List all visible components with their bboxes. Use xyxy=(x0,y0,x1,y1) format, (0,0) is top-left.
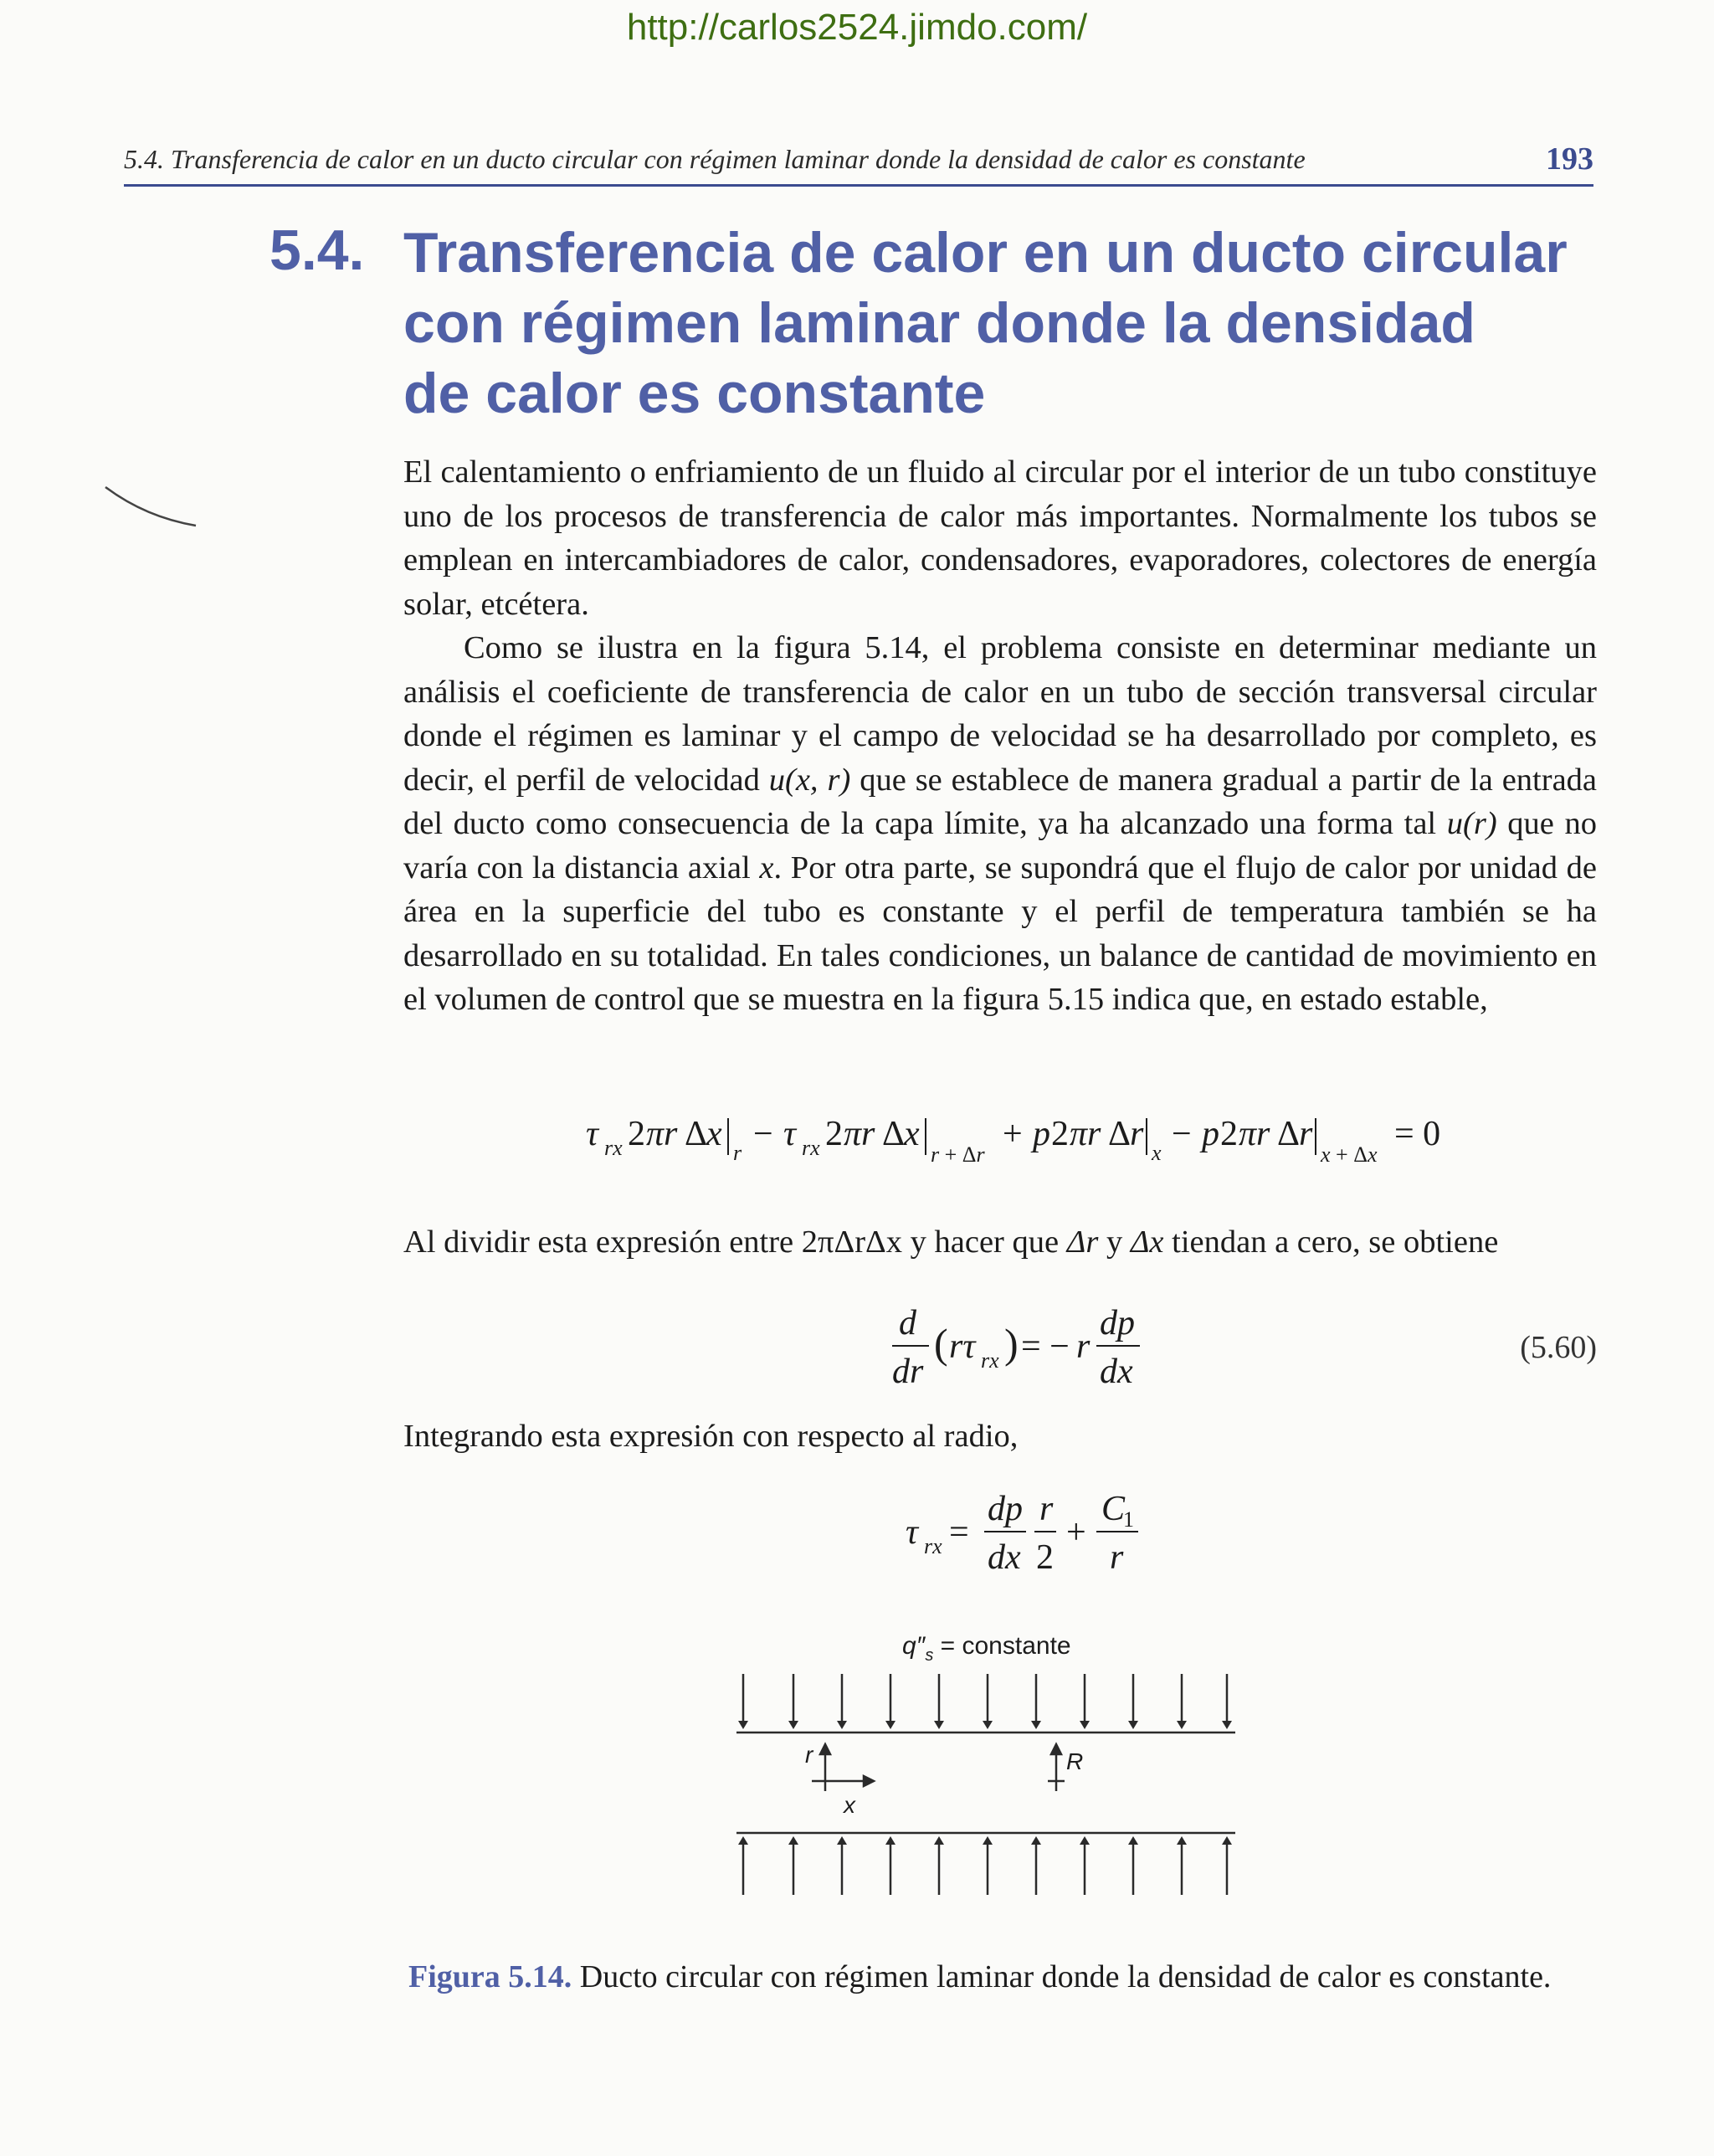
equation-number: (5.60) xyxy=(1520,1330,1597,1365)
svg-text:dx: dx xyxy=(988,1538,1021,1577)
svg-text:+: + xyxy=(1003,1115,1023,1153)
heat-flux-label: $q''_s$ = constante xyxy=(902,1632,1071,1665)
figure-circular-duct xyxy=(728,1632,1264,1954)
svg-text:rx: rx xyxy=(981,1348,999,1373)
svg-text:d: d xyxy=(899,1304,916,1342)
svg-text:r: r xyxy=(1039,1490,1054,1528)
source-url[interactable]: http://carlos2524.jimdo.com/ xyxy=(626,7,1088,48)
figure-caption xyxy=(408,1958,1647,1995)
svg-text:Δ: Δ xyxy=(882,1115,906,1153)
equation-5-60 xyxy=(887,1302,1155,1407)
axial-var: x xyxy=(759,850,774,886)
svg-text:τ: τ xyxy=(783,1115,797,1153)
page-number: 193 xyxy=(1546,141,1593,177)
svg-text:rx: rx xyxy=(924,1534,942,1558)
svg-text:p: p xyxy=(1033,1115,1050,1153)
svg-text:r: r xyxy=(1299,1115,1313,1153)
svg-text:−: − xyxy=(1172,1115,1192,1153)
svg-text:p: p xyxy=(1202,1115,1219,1153)
caption-label: Figura 5.14. xyxy=(408,1959,572,1994)
svg-text:= −: = − xyxy=(1021,1327,1070,1366)
equation-momentum-balance xyxy=(586,1103,1473,1191)
svg-text:rτ: rτ xyxy=(949,1327,976,1366)
svg-text:πr: πr xyxy=(844,1115,875,1153)
body-block-3 xyxy=(403,1414,1597,1459)
pen-mark xyxy=(104,484,213,534)
coordinate-axes xyxy=(812,1744,1065,1791)
svg-text:2: 2 xyxy=(1220,1115,1238,1153)
svg-text:x: x xyxy=(706,1115,722,1153)
paragraph-divide: Al dividir esta expresión entre 2πΔrΔx y hacer que Δr y Δx tiendan a cero, se obtiene xyxy=(403,1224,1499,1260)
svg-text:−: − xyxy=(753,1115,773,1153)
paragraph-integrate: Integrando esta expresión con respecto al radio, xyxy=(403,1419,1019,1454)
svg-text:dx: dx xyxy=(1100,1353,1133,1391)
svg-text:πr: πr xyxy=(1070,1115,1101,1153)
svg-text:τ: τ xyxy=(906,1513,919,1552)
svg-text:r: r xyxy=(1110,1538,1124,1577)
svg-text:r: r xyxy=(1130,1115,1144,1153)
svg-text:2: 2 xyxy=(1051,1115,1069,1153)
heat-flux-arrows-top xyxy=(743,1674,1227,1724)
svg-text:r: r xyxy=(1076,1327,1090,1366)
svg-text:+: + xyxy=(1066,1513,1086,1552)
label-r: r xyxy=(805,1742,813,1768)
svg-text:r + Δr: r + Δr xyxy=(931,1142,985,1167)
svg-text:Δ: Δ xyxy=(1108,1115,1132,1153)
svg-text:= 0: = 0 xyxy=(1394,1115,1441,1153)
svg-text:2: 2 xyxy=(825,1115,843,1153)
svg-text:x: x xyxy=(1152,1141,1162,1165)
paragraph-intro: El calentamiento o enfriamiento de un fluido al circular por el interior de un tubo constituye uno de los procesos de transferencia de calor más importantes. Normalmente los tubos se emplean en intercambiadores de calor, condensadores, evaporadores, colectores de energía solar, etcétera. xyxy=(403,454,1597,622)
svg-text:πr: πr xyxy=(646,1115,678,1153)
svg-text:πr: πr xyxy=(1239,1115,1270,1153)
svg-text:dp: dp xyxy=(988,1490,1023,1528)
svg-text:(: ( xyxy=(934,1320,948,1367)
section-title-line: Transferencia de calor en un ducto circular xyxy=(403,221,1568,285)
svg-text:Δ: Δ xyxy=(685,1115,708,1153)
svg-text:Δ: Δ xyxy=(1277,1115,1301,1153)
svg-text:1: 1 xyxy=(1123,1507,1134,1532)
paragraph-problem: Como se ilustra en la figura 5.14, el problema consiste en determinar mediante un análisis el coeficiente de transferencia de calor en un tubo de sección transversal circular donde el régimen es laminar y el campo de velocidad se ha desarrollado por completo, es decir, el perfil de velocidad u(x, r) que se establece de manera gradual a partir de la entrada del ducto como consecuencia de la capa límite, ya ha alcanzado una forma tal u(r) que no varía con la distancia axial x. Por otra parte, se supondrá que el flujo de calor por unidad de área en la superficie del tubo es constante y el perfil de temperatura también se ha desarrollado en su totalidad. En tales condiciones, un balance de cantidad de movimiento en el volumen de control que se muestra en la figura 5.15 indica que, en estado estable, xyxy=(403,630,1598,1017)
svg-text:x + Δx: x + Δx xyxy=(1321,1142,1378,1167)
running-header xyxy=(124,141,1593,187)
equation-shear-stress xyxy=(902,1485,1153,1589)
svg-text:dp: dp xyxy=(1100,1304,1135,1342)
section-title xyxy=(403,218,1592,429)
velocity-profile: u(r) xyxy=(1446,806,1497,841)
caption-text: Ducto circular con régimen laminar donde la densidad de calor es constante. xyxy=(572,1959,1552,1994)
body-block-2 xyxy=(403,1220,1597,1265)
svg-text:=: = xyxy=(949,1513,969,1552)
section-title-line: con régimen laminar donde la densidad xyxy=(403,291,1475,355)
label-x: x xyxy=(844,1792,855,1818)
velocity-field: u(x, r) xyxy=(768,762,851,798)
svg-text:dr: dr xyxy=(892,1353,924,1391)
heat-flux-arrows-bottom xyxy=(743,1841,1227,1895)
section-title-line: de calor es constante xyxy=(403,362,986,425)
svg-text:rx: rx xyxy=(802,1136,820,1160)
body-block-1 xyxy=(403,450,1597,1022)
section-number: 5.4. xyxy=(269,218,365,282)
running-title: 5.4. Transferencia de calor en un ducto circular con régimen laminar donde la densidad de calor es constante xyxy=(124,144,1306,174)
label-R: R xyxy=(1066,1748,1084,1774)
svg-text:τ: τ xyxy=(586,1115,599,1153)
svg-text:2: 2 xyxy=(1036,1538,1054,1577)
svg-text:): ) xyxy=(1004,1320,1019,1367)
svg-text:2: 2 xyxy=(628,1115,645,1153)
svg-text:rx: rx xyxy=(604,1136,623,1160)
svg-text:r: r xyxy=(733,1141,742,1165)
svg-text:x: x xyxy=(904,1115,920,1153)
svg-text:C: C xyxy=(1101,1490,1126,1528)
